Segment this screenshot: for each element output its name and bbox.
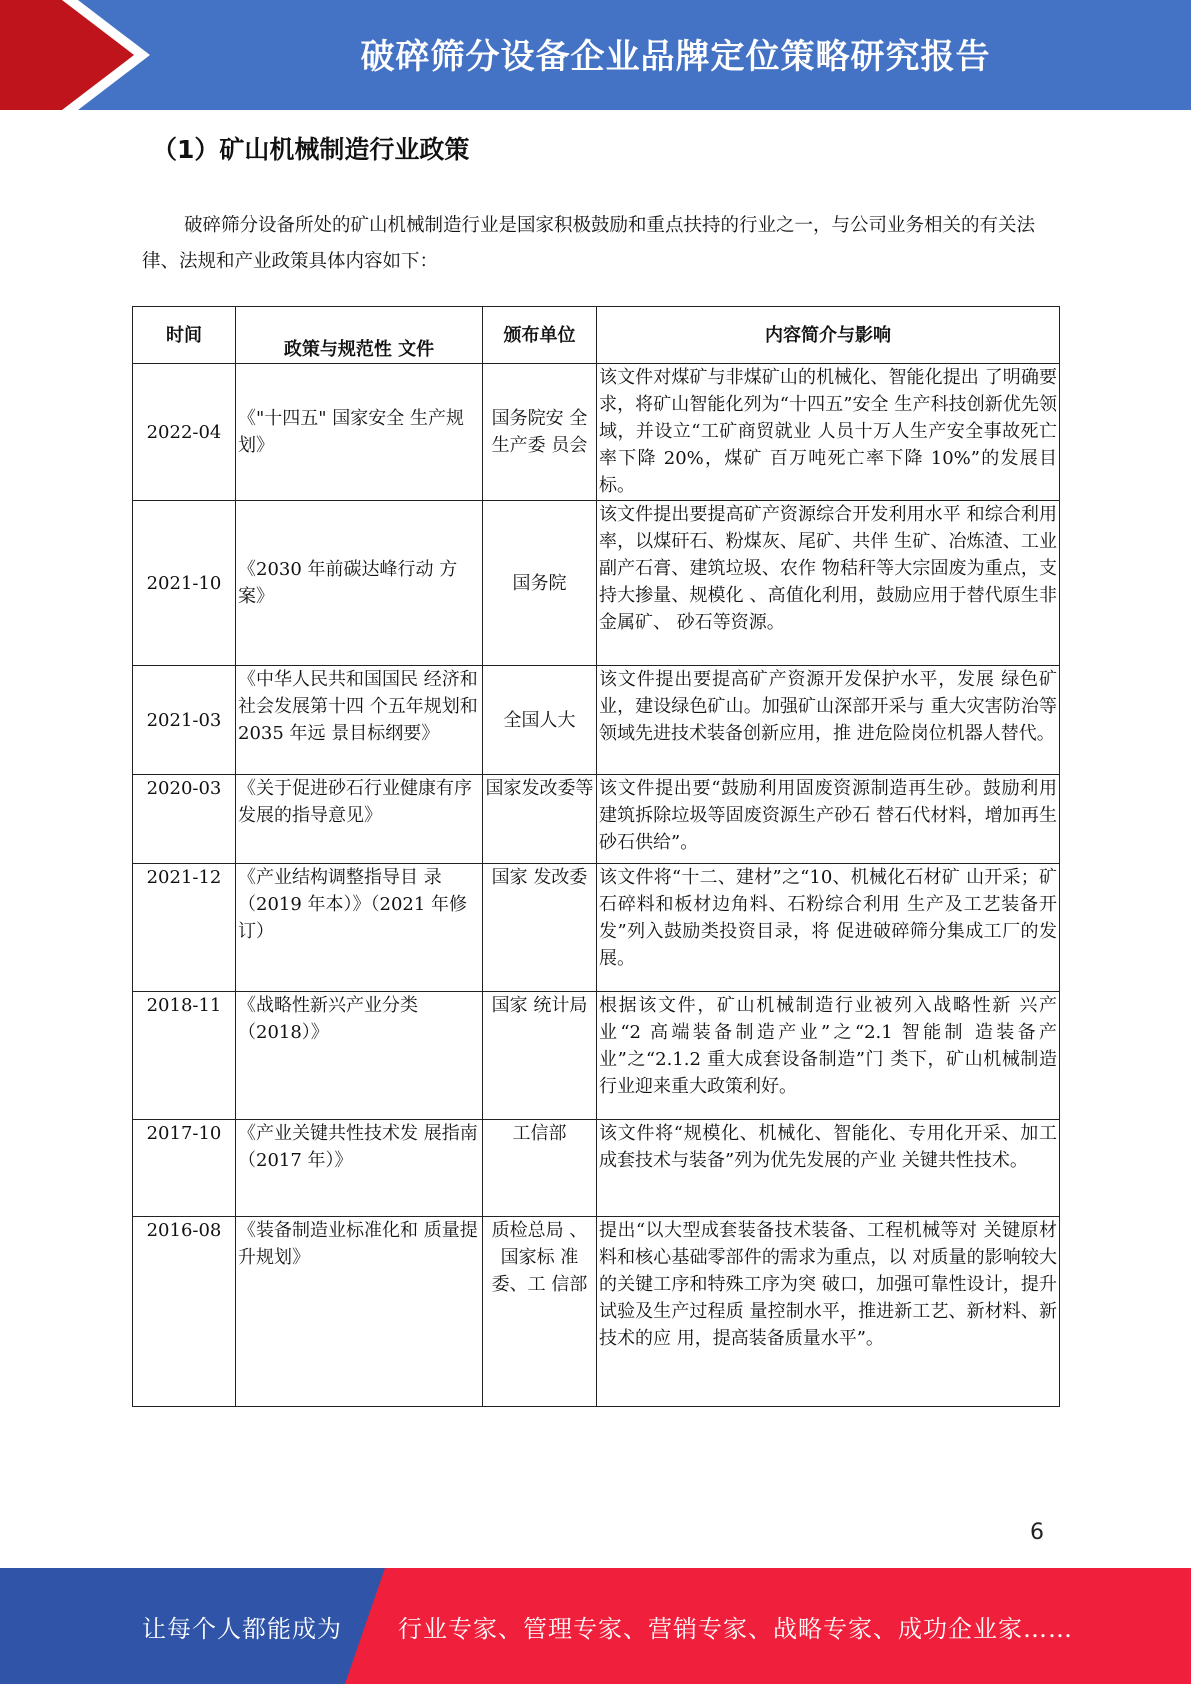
row-issuer: 国家 统计局 — [483, 992, 597, 1120]
row-time: 2018-11 — [133, 992, 236, 1120]
row-content: 根据该文件，矿山机械制造行业被列入战略性新 兴产业“2 高端装备制造产业”之“2.1 智能制 造装备产业”之“2.1.2 重大成套设备制造”门 类下，矿山机械制造行业迎来重大政策利好。 — [597, 992, 1060, 1120]
row-time: 2021-12 — [133, 864, 236, 992]
row-content: 该文件将“规模化、机械化、智能化、专用化开采、加工成套技术与装备”列为优先发展的产业 关键共性技术。 — [597, 1120, 1060, 1217]
row-issuer: 工信部 — [483, 1120, 597, 1217]
table-row — [133, 364, 1060, 501]
table-row — [133, 992, 1060, 1120]
intro-paragraph: 破碎筛分设备所处的矿山机械制造行业是国家积极鼓励和重点扶持的行业之一，与公司业务相关的有关法律、法规和产业政策具体内容如下： — [142, 215, 1036, 272]
row-content: 该文件提出要提高矿产资源开发保护水平，发展 绿色矿业，建设绿色矿山。加强矿山深部开采与 重大灾害防治等领域先进技术装备创新应用，推 进危险岗位机器人替代。 — [597, 666, 1060, 775]
row-time: 2020-03 — [133, 775, 236, 864]
row-content: 提出“以大型成套装备技术装备、工程机械等对 关键原材料和核心基础零部件的需求为重点，以 对质量的影响较大的关键工序和特殊工序为突 破口，加强可靠性设计，提升试验及生产过程质 量控制水平，推进新工艺、新材料、新技术的应 用，提高装备质量水平”。 — [597, 1217, 1060, 1407]
header-document: 政策与规范性 文件 — [236, 307, 483, 364]
table-row — [133, 501, 1060, 666]
policy-table — [132, 306, 1060, 1407]
page-footer — [0, 1568, 1191, 1684]
row-content: 该文件提出要“鼓励利用固废资源制造再生砂。鼓励利用建筑拆除垃圾等固废资源生产砂石 替石代材料，增加再生砂石供给”。 — [597, 775, 1060, 864]
header-content: 内容简介与影响 — [597, 307, 1060, 364]
section-heading: （1）矿山机械制造行业政策 — [152, 135, 470, 164]
row-content: 该文件对煤矿与非煤矿山的机械化、智能化提出 了明确要求，将矿山智能化列为“十四五”安全 生产科技创新优先领域，并设立“工矿商贸就业 人员十万人生产安全事故死亡率下降 20%，煤矿 百万吨死亡率下降 10%”的发展目标。 — [597, 364, 1060, 501]
row-document: 《装备制造业标准化和 质量提升规划》 — [236, 1217, 483, 1407]
row-document: 《产业结构调整指导目 录（2019 年本）》（2021 年修订） — [236, 864, 483, 992]
table-row — [133, 1120, 1060, 1217]
row-document: 《关于促进砂石行业健康有序发展的指导意见》 — [236, 775, 483, 864]
footer-slogan-left: 让每个人都能成为 — [142, 1614, 342, 1643]
row-time: 2021-03 — [133, 666, 236, 775]
row-document: 《"十四五" 国家安全 生产规划》 — [236, 364, 483, 501]
row-issuer: 国家发改委等 — [483, 775, 597, 864]
header-issuer: 颁布单位 — [483, 307, 597, 364]
table-row — [133, 666, 1060, 775]
row-time: 2017-10 — [133, 1120, 236, 1217]
table-row — [133, 864, 1060, 992]
row-issuer: 全国人大 — [483, 666, 597, 775]
row-issuer: 国务院安 全生产委 员会 — [483, 364, 597, 501]
row-content: 该文件提出要提高矿产资源综合开发利用水平 和综合利用率，以煤矸石、粉煤灰、尾矿、共伴 生矿、冶炼渣、工业副产石膏、建筑垃圾、农作 物秸秆等大宗固废为重点，支持大掺量、规模化 、高值化利用，鼓励应用于替代原生非金属矿、 砂石等资源。 — [597, 501, 1060, 666]
row-document: 《2030 年前碳达峰行动 方案》 — [236, 501, 483, 666]
table-row — [133, 1217, 1060, 1407]
table-header-row — [133, 307, 1060, 364]
row-issuer: 国家 发改委 — [483, 864, 597, 992]
row-time: 2016-08 — [133, 1217, 236, 1407]
header-time: 时间 — [133, 307, 236, 364]
table-row — [133, 775, 1060, 864]
row-content: 该文件将“十二、建材”之“10、机械化石材矿 山开采；矿石碎料和板材边角料、石粉综合利用 生产及工艺装备开发”列入鼓励类投资目录，将 促进破碎筛分集成工厂的发展。 — [597, 864, 1060, 992]
page-header — [0, 0, 1191, 110]
report-title: 破碎筛分设备企业品牌定位策略研究报告 — [360, 36, 991, 77]
header-red-chevron — [0, 0, 150, 110]
row-document: 《战略性新兴产业分类（2018）》 — [236, 992, 483, 1120]
row-document: 《中华人民共和国国民 经济和社会发展第十四 个五年规划和 2035 年远 景目标纲要》 — [236, 666, 483, 775]
footer-slogan-right: 行业专家、管理专家、营销专家、战略专家、成功企业家…… — [398, 1614, 1073, 1643]
page-number: 6 — [1030, 1520, 1044, 1545]
row-issuer: 质检总局 、国家标 准委、工 信部 — [483, 1217, 597, 1407]
row-issuer: 国务院 — [483, 501, 597, 666]
row-document: 《产业关键共性技术发 展指南（2017 年）》 — [236, 1120, 483, 1217]
row-time: 2022-04 — [133, 364, 236, 501]
row-time: 2021-10 — [133, 501, 236, 666]
